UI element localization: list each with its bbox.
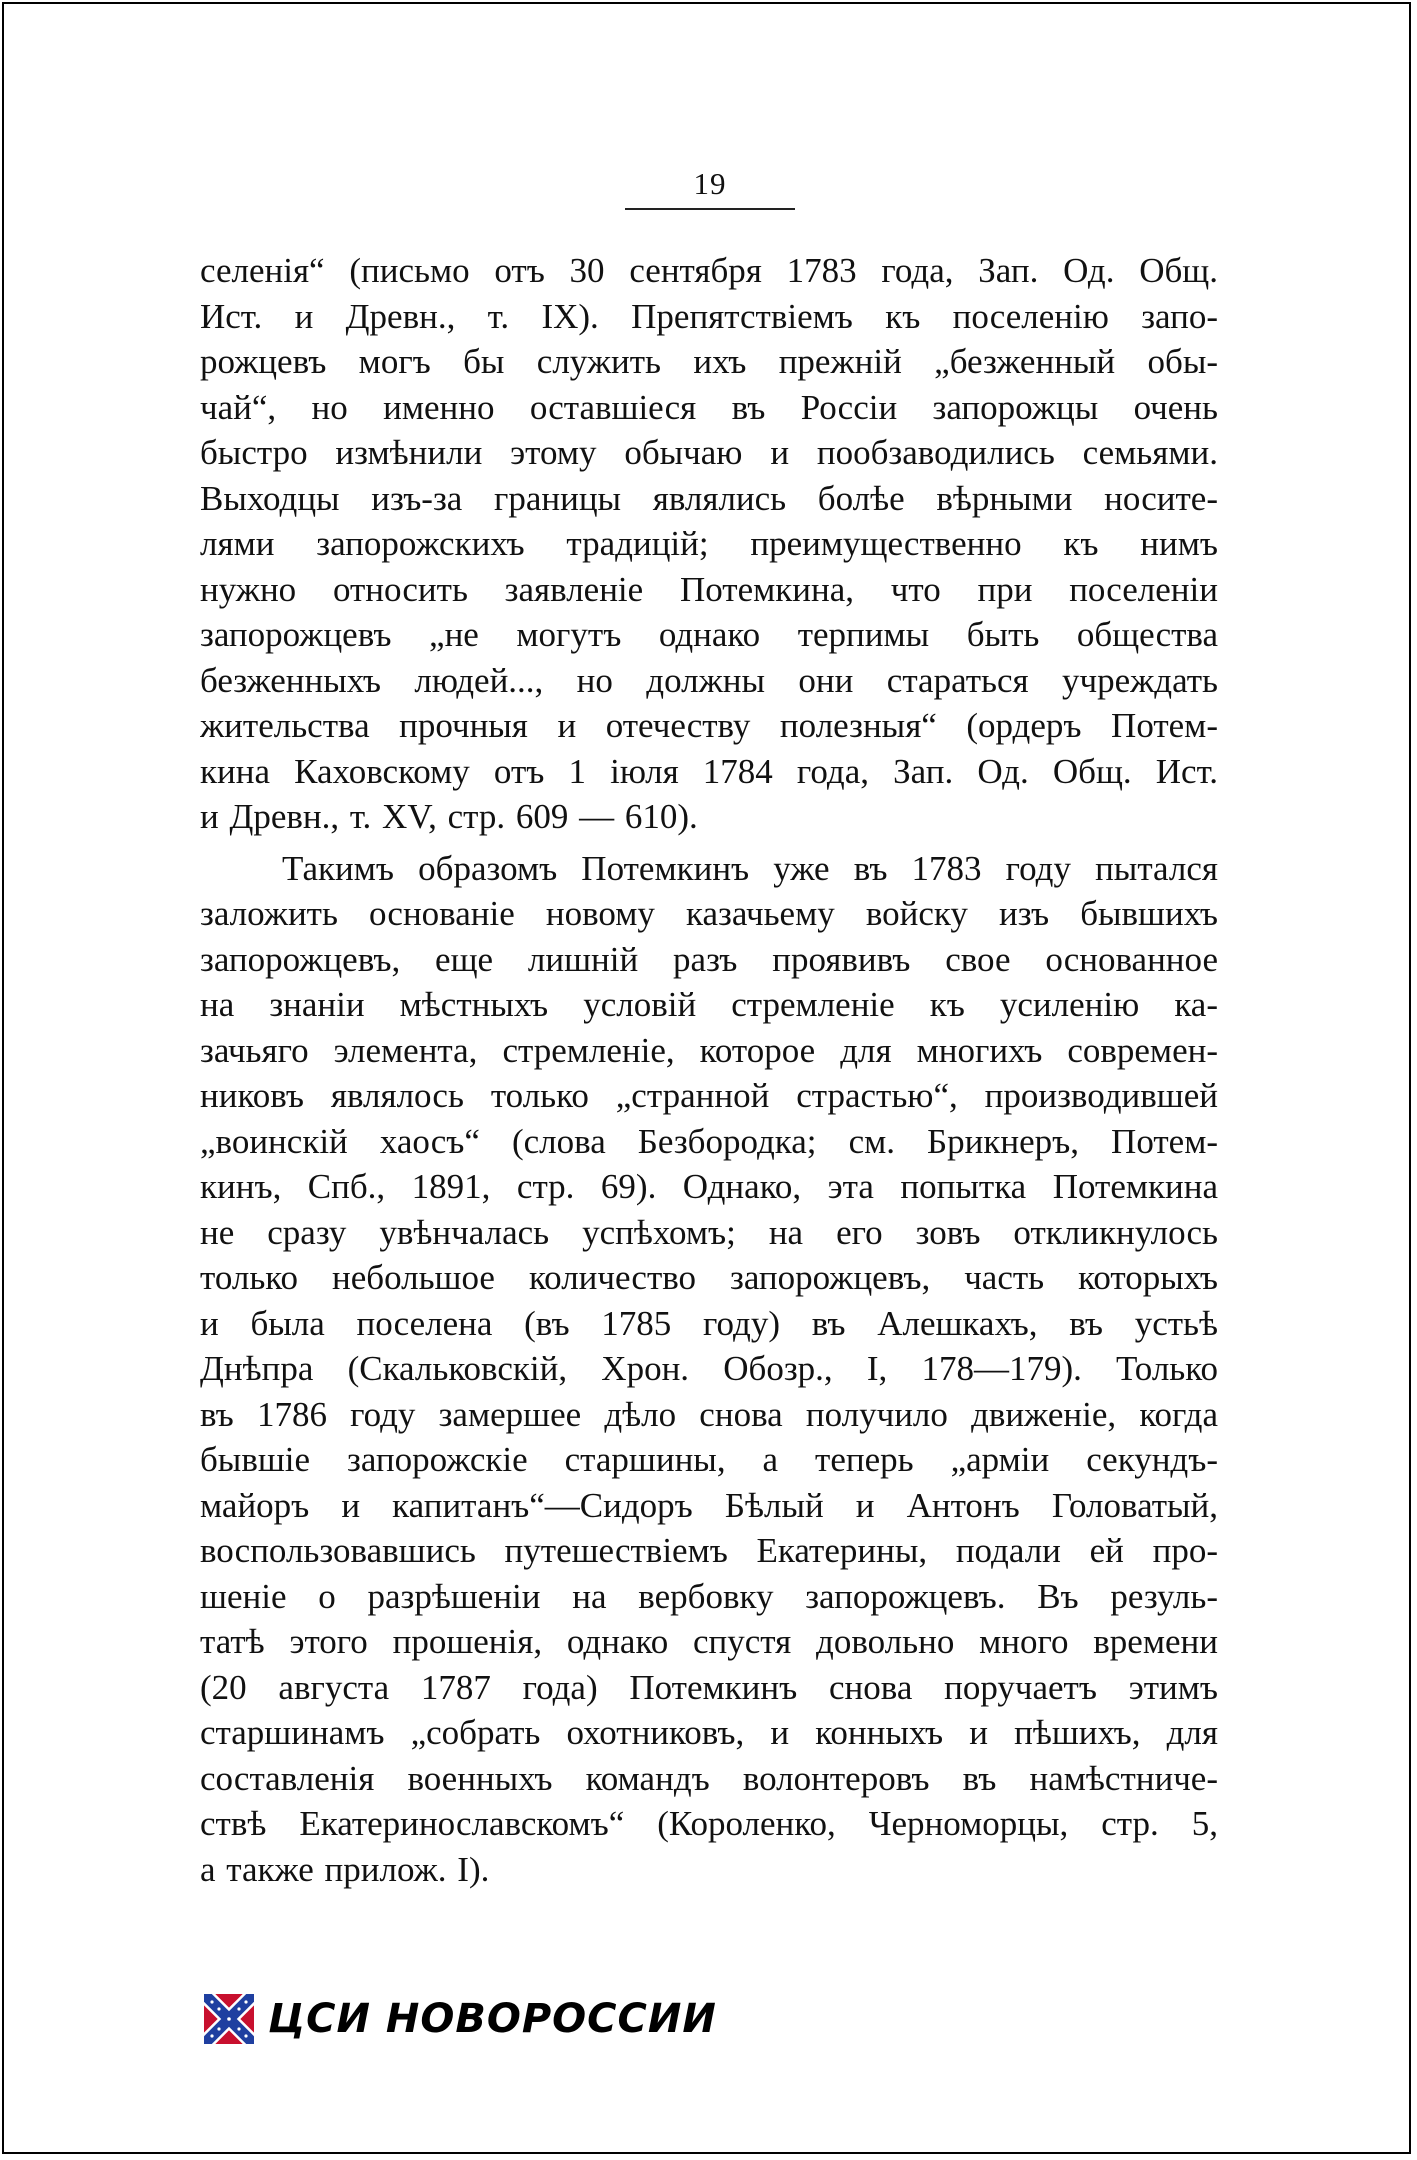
text-line: татѣ этого прошенія, однако спустя довольно много времени bbox=[200, 1622, 1218, 1661]
text-line: Днѣпра (Скальковскій, Хрон. Обозр., I, 178—179). Только bbox=[200, 1349, 1218, 1388]
text-line: а также прилож. I). bbox=[200, 1849, 490, 1889]
text-line: „воинскій хаосъ“ (слова Безбородка; см. Брикнеръ, Потем- bbox=[200, 1121, 1218, 1161]
logo-text: ЦСИ НОВОРОССИИ bbox=[268, 1996, 717, 2042]
text-line: никовъ являлось только „странной страстью“, производившей bbox=[200, 1076, 1218, 1115]
text-line: селенія“ (письмо отъ 30 сентября 1783 года, Зап. Од. Общ. bbox=[200, 251, 1218, 290]
text-line: ствѣ Екатеринославскомъ“ (Короленко, Черноморцы, стр. 5, bbox=[200, 1804, 1218, 1843]
text-line: запорожцевъ „не могутъ однако терпимы быть общества bbox=[200, 615, 1218, 654]
text-line: только небольшое количество запорожцевъ, часть которыхъ bbox=[200, 1258, 1218, 1297]
text-line: старшинамъ „собрать охотниковъ, и конныхъ и пѣшихъ, для bbox=[200, 1713, 1218, 1752]
page-number-rule bbox=[625, 208, 795, 210]
publisher-logo bbox=[204, 1993, 717, 2045]
text-line: быстро измѣнили этому обычаю и пообзаводились семьями. bbox=[200, 433, 1218, 472]
text-line: бывшіе запорожскіе старшины, а теперь „арміи секундъ- bbox=[200, 1440, 1218, 1479]
page-number: 19 bbox=[693, 166, 727, 201]
text-line: воспользовавшись путешествіемъ Екатерины, подали ей про- bbox=[200, 1531, 1218, 1570]
text-line: безженныхъ людей..., но должны они стараться учреждать bbox=[200, 660, 1218, 700]
text-line: лями запорожскихъ традицій; преимущественно къ нимъ bbox=[200, 524, 1218, 563]
text-line: кинъ, Спб., 1891, стр. 69). Однако, эта попытка Потемкина bbox=[200, 1167, 1218, 1206]
novorossiya-flag-icon bbox=[204, 1994, 254, 2044]
text-line: (20 августа 1787 года) Потемкинъ снова поручаетъ этимъ bbox=[200, 1667, 1218, 1707]
text-line: Выходцы изъ-за границы являлись болѣе вѣрными носите- bbox=[200, 478, 1218, 518]
text-line: чай“, но именно оставшіеся въ Россіи запорожцы очень bbox=[200, 387, 1218, 427]
text-line: рожцевъ могъ бы служить ихъ прежній „безженный обы- bbox=[200, 342, 1218, 381]
text-line: не сразу увѣнчалась успѣхомъ; на его зовъ откликнулось bbox=[200, 1212, 1218, 1252]
text-line: въ 1786 году замершее дѣло снова получило движеніе, когда bbox=[200, 1394, 1218, 1434]
text-line: запорожцевъ, еще лишній разъ проявивъ свое основанное bbox=[200, 939, 1218, 979]
text-line: майоръ и капитанъ“—Сидоръ Бѣлый и Антонъ Головатый, bbox=[200, 1485, 1218, 1525]
text-line: нужно относить заявленіе Потемкина, что при поселеніи bbox=[200, 569, 1218, 609]
text-line: жительства прочныя и отечеству полезныя“ (ордеръ Потем- bbox=[200, 706, 1218, 745]
text-line: составленія военныхъ командъ волонтеровъ въ намѣстниче- bbox=[200, 1758, 1218, 1798]
text-line: заложить основаніе новому казачьему войску изъ бывшихъ bbox=[200, 894, 1218, 933]
text-line: зачьяго элемента, стремленіе, которое для многихъ современ- bbox=[200, 1030, 1218, 1070]
body-text bbox=[200, 248, 1218, 1892]
text-line: и Древн., т. XV, стр. 609 — 610). bbox=[200, 797, 698, 836]
text-line: и была поселена (въ 1785 году) въ Алешкахъ, въ устьѣ bbox=[200, 1303, 1218, 1343]
text-line: шеніе о разрѣшеніи на вербовку запорожцевъ. Въ резуль- bbox=[200, 1576, 1218, 1616]
text-line: на знаніи мѣстныхъ условій стремленіе къ усиленію ка- bbox=[200, 985, 1218, 1024]
text-line: кина Каховскому отъ 1 іюля 1784 года, Зап. Од. Общ. Ист. bbox=[200, 751, 1218, 791]
text-line: Такимъ образомъ Потемкинъ уже въ 1783 году пытался bbox=[282, 848, 1218, 888]
text-line: Ист. и Древн., т. IX). Препятствіемъ къ поселенію запо- bbox=[200, 296, 1218, 336]
